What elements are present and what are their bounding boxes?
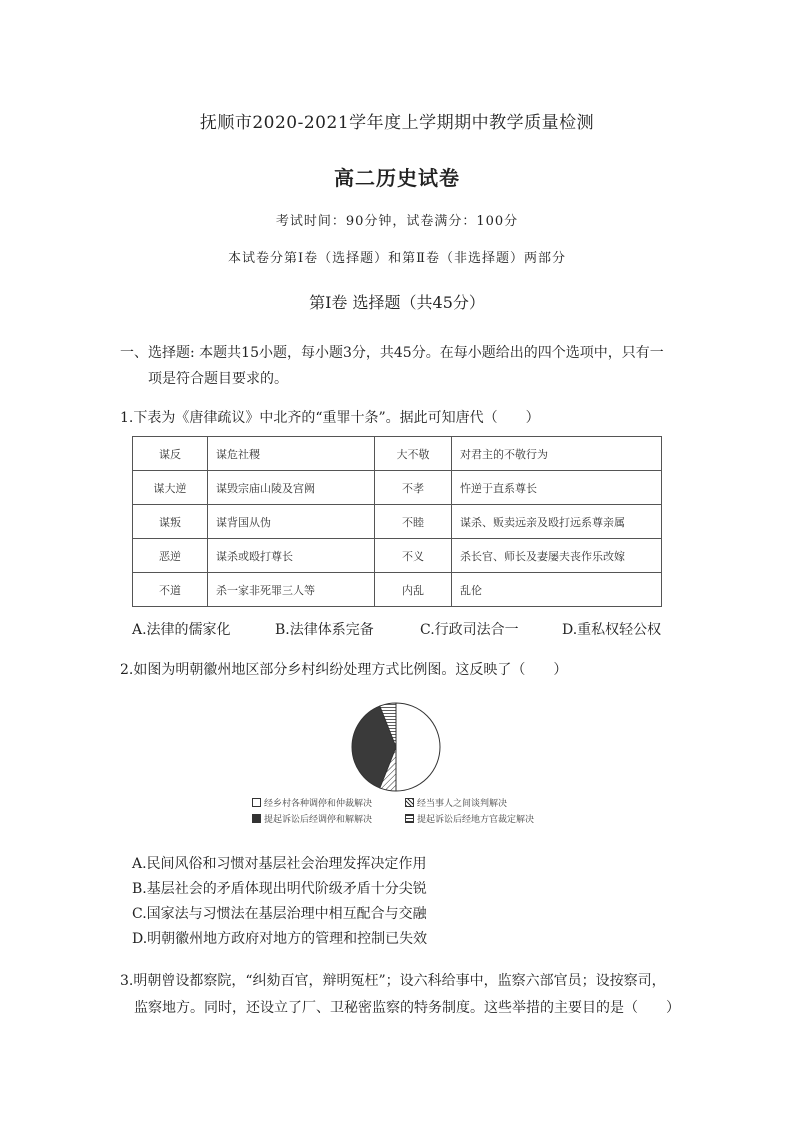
table-row [133,505,662,539]
table-row [133,539,662,573]
legend-label: 经当事人之间谈判解决 [417,799,508,809]
legend-swatch-dark [252,814,261,823]
pie-slice-village-mediation [396,703,440,791]
option-c[interactable]: C.国家法与习惯法在基层治理中相互配合与交融 [132,906,427,922]
crime-desc-cell: 谋危社稷 [208,437,375,471]
table-row [133,437,662,471]
crime-name-cell: 大不敬 [375,437,452,471]
legend-label: 提起诉讼后经地方官裁定解决 [417,815,535,825]
section-title: 第Ⅰ卷 选择题（共45分） [309,293,485,312]
crime-name-cell: 谋反 [133,437,208,471]
crime-name-cell: 不义 [375,539,452,573]
exam-info: 考试时间：90分钟，试卷满分：100分 [275,214,519,229]
crime-name-cell: 不道 [133,573,208,607]
instructions-line: 项是符合题目要求的。 [148,371,288,387]
paper-note: 本试卷分第Ⅰ卷（选择题）和第Ⅱ卷（非选择题）两部分 [228,251,566,266]
crime-name-cell: 谋大逆 [133,471,208,505]
crime-name-cell: 不睦 [375,505,452,539]
option-a[interactable]: A.民间风俗和习惯对基层社会治理发挥决定作用 [132,856,427,872]
option-b[interactable]: B.基层社会的矛盾体现出明代阶级矛盾十分尖锐 [132,881,427,897]
option-a[interactable]: A.法律的儒家化 [132,622,231,638]
question-3-line: 3.明朝曾设都察院，“纠劾百官，辩明冤枉”；设六科给事中，监察六部官员；设按察司， [120,973,666,989]
crime-name-cell: 谋叛 [133,505,208,539]
question-2-stem: 2.如图为明朝徽州地区部分乡村纠纷处理方式比例图。这反映了（ ） [120,662,568,678]
crime-name-cell: 不孝 [375,471,452,505]
legend-swatch-diagonal [405,798,414,807]
crime-desc-cell: 谋毁宗庙山陵及宫阙 [208,471,375,505]
pie-chart-svg [345,700,447,795]
crime-desc-cell: 杀一家非死罪三人等 [208,573,375,607]
crime-desc-cell: 对君主的不敬行为 [452,437,662,471]
option-c[interactable]: C.行政司法合一 [420,622,519,638]
crime-desc-cell: 乱伦 [452,573,662,607]
crime-name-cell: 恶逆 [133,539,208,573]
legend-item [252,796,372,809]
crime-desc-cell: 谋杀、贩卖远亲及殴打远系尊亲属 [452,505,662,539]
question-1-stem: 1.下表为《唐律疏议》中北齐的“重罪十条”。据此可知唐代（ ） [120,410,540,426]
crime-desc-cell: 谋杀或殴打尊长 [208,539,375,573]
legend-item [405,796,507,809]
legend-item [252,812,372,825]
question-3-line: 监察地方。同时，还设立了厂、卫秘密监察的特务制度。这些举措的主要目的是（ ） [134,1000,680,1016]
pie-chart [345,700,447,795]
instructions-line: 一、选择题: 本题共15小题，每小题3分，共45分。在每小题给出的四个选项中，只有一 [120,345,664,361]
exam-header: 抚顺市2020-2021学年度上学期期中教学质量检测 [199,113,595,133]
legend-label: 经乡村各种调停和仲裁解决 [264,799,373,809]
section-instructions [120,340,680,392]
table-row [133,573,662,607]
option-b[interactable]: B.法律体系完备 [275,622,374,638]
crime-table [132,436,662,607]
legend-item [405,812,534,825]
option-d[interactable]: D.明朝徽州地方政府对地方的管理和控制已失效 [132,931,428,947]
option-d[interactable]: D.重私权轻公权 [562,622,662,638]
legend-swatch-white [252,798,261,807]
crime-desc-cell: 忤逆于直系尊长 [452,471,662,505]
question-2-options [132,852,672,952]
legend-swatch-horizontal [405,814,414,823]
question-3-stem [120,968,680,1022]
table-row [133,471,662,505]
crime-name-cell: 内乱 [375,573,452,607]
crime-desc-cell: 谋背国从伪 [208,505,375,539]
page-title: 高二历史试卷 [334,166,460,190]
crime-desc-cell: 杀长官、师长及妻屡夫丧作乐改嫁 [452,539,662,573]
legend-label: 提起诉讼后经调停和解解决 [264,815,373,825]
